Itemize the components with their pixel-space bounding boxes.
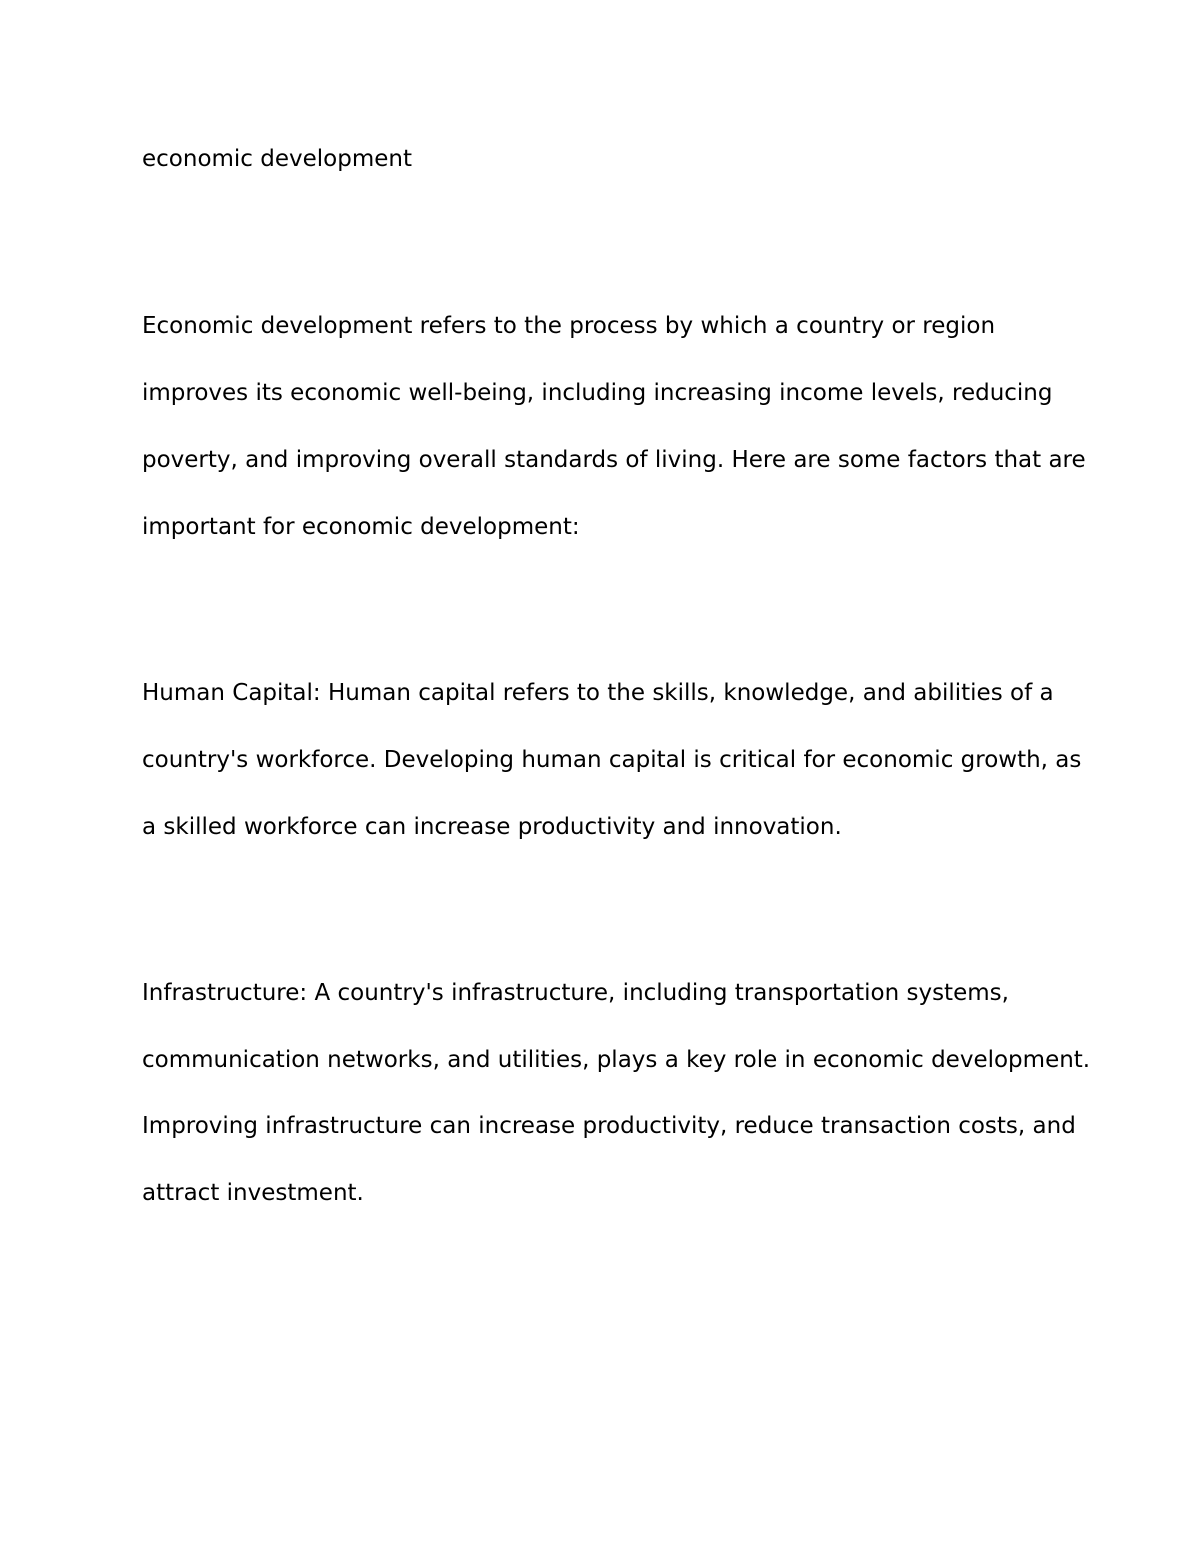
paragraph-line: a skilled workforce can increase productivity and innovation. xyxy=(142,814,842,840)
paragraph-line: country's workforce. Developing human capital is critical for economic growth, as xyxy=(142,747,1082,773)
paragraph-line: Economic development refers to the process by which a country or region xyxy=(142,313,996,339)
paragraph-line: communication networks, and utilities, plays a key role in economic development. xyxy=(142,1047,1091,1073)
paragraph-line: improves its economic well-being, including increasing income levels, reducing xyxy=(142,380,1053,406)
paragraph-line: Improving infrastructure can increase productivity, reduce transaction costs, and xyxy=(142,1113,1076,1139)
paragraph-line: Infrastructure: A country's infrastructure, including transportation systems, xyxy=(142,980,1009,1006)
paragraph-line: Human Capital: Human capital refers to the skills, knowledge, and abilities of a xyxy=(142,680,1054,706)
document-title: economic development xyxy=(142,146,412,172)
paragraph-line: attract investment. xyxy=(142,1180,364,1206)
paragraph-line: important for economic development: xyxy=(142,514,580,540)
paragraph-line: poverty, and improving overall standards of living. Here are some factors that are xyxy=(142,447,1086,473)
